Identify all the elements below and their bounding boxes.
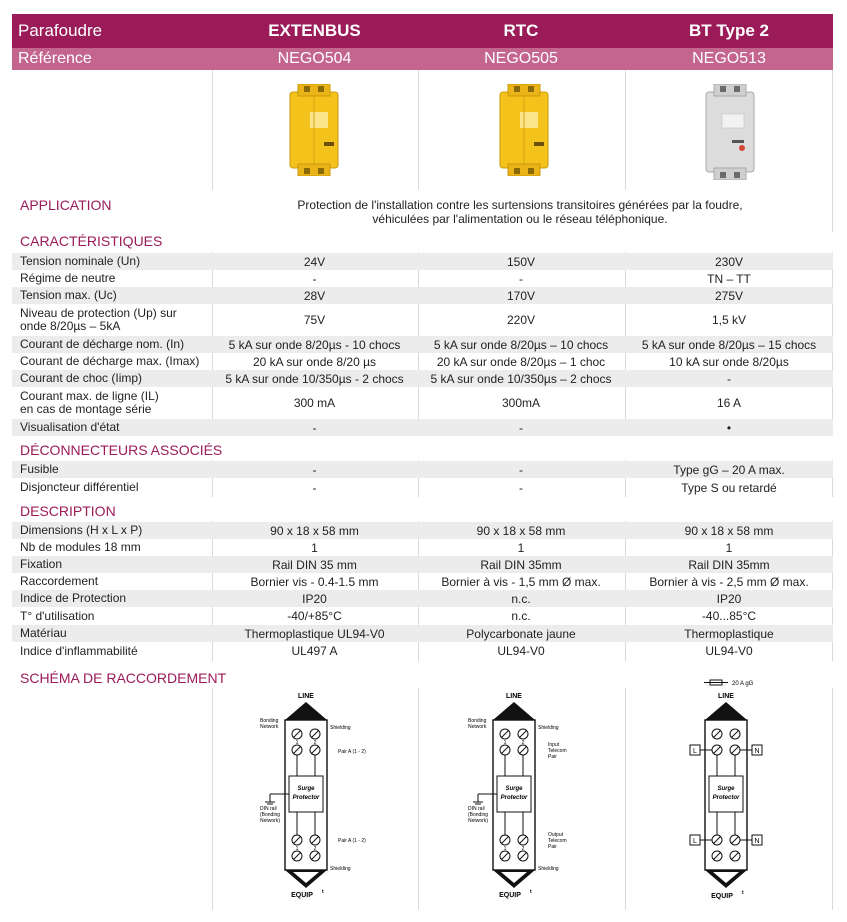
- fuse-label: 20 A gG: [732, 681, 754, 687]
- application-text: [220, 198, 820, 226]
- application-text-line2: véhiculées par l'alimentation ou le réseau téléphonique.: [372, 212, 668, 226]
- section-title-deconnecteurs: DÉCONNECTEURS ASSOCIÉS: [20, 442, 223, 458]
- diagram-equip-label: EQUIP: [499, 892, 521, 899]
- row-value: 5 kA sur onde 8/20µs - 10 chocs: [228, 337, 401, 352]
- row-value: Bornier vis - 0.4-1.5 mm: [250, 574, 379, 589]
- table-row: [12, 461, 833, 478]
- row-label-line1: Courant max. de ligne (IL): [20, 389, 159, 403]
- row-label: Courant de choc (Iimp): [20, 371, 143, 385]
- diagram-line-label: LINE: [298, 693, 314, 700]
- row-label: Fusible: [20, 462, 59, 476]
- row-value: Bornier à vis - 2,5 mm Ø max.: [649, 574, 809, 589]
- row-value: -: [312, 271, 317, 286]
- table-row: [12, 387, 833, 419]
- header-bar-references: [12, 48, 833, 70]
- table-row: [12, 522, 833, 539]
- terminal-number: 2: [521, 846, 525, 852]
- row-value: 230V: [714, 254, 744, 269]
- din-label: (Bonding: [260, 812, 281, 818]
- din-label: Network): [260, 818, 281, 824]
- row-value: 90 x 18 x 58 mm: [270, 523, 359, 538]
- row-label: Visualisation d'état: [20, 420, 120, 434]
- row-label: Tension max. (Uc): [20, 288, 117, 302]
- row-value: -40...85°C: [701, 609, 757, 623]
- column-divider: [625, 688, 626, 910]
- surge-label: Surge: [717, 786, 735, 792]
- terminal-number: 2: [313, 740, 317, 746]
- section-title-application: APPLICATION: [20, 197, 112, 213]
- row-label: Courant de décharge nom. (In): [20, 337, 185, 351]
- row-value: 90 x 18 x 58 mm: [684, 523, 774, 538]
- row-label-line2: onde 8/20µs – 5kA: [20, 319, 121, 333]
- row-value: 300 mA: [293, 396, 336, 410]
- section-title-schema: SCHÉMA DE RACCORDEMENT: [20, 670, 227, 686]
- terminal-number: 2: [521, 740, 525, 746]
- product-name-2: RTC: [503, 21, 539, 40]
- row-label: Raccordement: [20, 574, 99, 588]
- input-label: Telecom: [548, 748, 567, 754]
- header-bar-products: [12, 14, 833, 48]
- bonding-label: Bonding: [260, 718, 279, 724]
- row-value: 1,5 kV: [711, 313, 747, 327]
- wiring-diagram-rtc: [458, 690, 588, 902]
- shielding-label: Shielding: [330, 866, 351, 872]
- row-label: Indice d'inflammabilité: [20, 643, 138, 658]
- row-value: TN – TT: [707, 271, 751, 286]
- table-row: [12, 270, 833, 287]
- reference-label: Référence: [18, 50, 92, 67]
- row-value: Thermoplastique UL94-V0: [244, 626, 385, 641]
- row-label-line1: Niveau de protection (Up) sur: [20, 306, 177, 320]
- row-value: 5 kA sur onde 10/350µs - 2 chocs: [225, 371, 404, 386]
- input-label: Input: [548, 742, 560, 748]
- table-row: [12, 287, 833, 304]
- terminal-n-label: N: [754, 838, 760, 845]
- row-value: 220V: [506, 313, 536, 327]
- row-label: Nb de modules 18 mm: [20, 540, 141, 554]
- diagram-equip-superscript: t: [530, 889, 532, 895]
- table-row: [12, 370, 833, 387]
- diagram-line-label: LINE: [718, 693, 734, 700]
- output-label: Telecom: [548, 838, 567, 844]
- row-value: Polycarbonate jaune: [466, 626, 576, 641]
- surge-label: Surge: [297, 786, 315, 792]
- row-label: Fixation: [20, 557, 63, 571]
- row-value: 90 x 18 x 58 mm: [476, 523, 566, 538]
- row-value: -: [312, 480, 317, 495]
- bonding-label: Bonding: [468, 718, 487, 724]
- row-label: [20, 304, 177, 336]
- row-value: 20 kA sur onde 8/20µs – 1 choc: [436, 354, 606, 369]
- table-row: [12, 336, 833, 353]
- line-arrow-icon: [705, 702, 747, 720]
- row-value: -: [519, 271, 523, 286]
- terminal-n-label: N: [754, 748, 760, 755]
- reference-3: NEGO513: [692, 50, 766, 67]
- column-divider: [212, 70, 213, 190]
- row-label: Dimensions (H x L x P): [20, 523, 143, 537]
- terminal-number: 1: [295, 740, 299, 746]
- row-value: 300mA: [501, 396, 541, 410]
- row-value: 275V: [714, 288, 744, 303]
- row-value: 5 kA sur onde 10/350µs – 2 chocs: [430, 371, 612, 386]
- row-label: Courant de décharge max. (Imax): [20, 354, 200, 368]
- terminal-l-label: L: [693, 838, 697, 845]
- row-value: Rail DIN 35 mm: [272, 557, 357, 572]
- row-value: -: [519, 480, 523, 495]
- row-value: -: [519, 420, 523, 435]
- product-image-rtc: [494, 84, 554, 176]
- row-value: UL94-V0: [705, 644, 753, 658]
- row-label: Régime de neutre: [20, 271, 116, 285]
- row-value: Thermoplastique: [684, 626, 774, 641]
- row-value: 20 kA sur onde 8/20 µs: [253, 354, 376, 369]
- row-value: UL94-V0: [497, 644, 545, 658]
- table-row: [12, 253, 833, 270]
- surge-label: Protector: [712, 795, 740, 801]
- surge-label: Surge: [505, 786, 523, 792]
- row-value: IP20: [716, 591, 742, 606]
- row-value: -: [312, 420, 317, 435]
- row-value: •: [726, 420, 732, 435]
- output-label: Output: [548, 832, 564, 838]
- row-label: Disjoncteur différentiel: [20, 480, 139, 494]
- input-label: Pair: [548, 754, 557, 760]
- row-value: 28V: [303, 288, 326, 303]
- row-value: 150V: [506, 254, 536, 269]
- row-label: Indice de Protection: [20, 591, 127, 605]
- shielding-label: Shielding: [538, 725, 559, 731]
- din-label: Network): [468, 818, 489, 824]
- row-value: 1: [311, 540, 318, 555]
- product-image-bt-type2: [702, 84, 758, 180]
- shielding-label: Shielding: [330, 725, 351, 731]
- product-name-1: EXTENBUS: [268, 21, 361, 40]
- row-value: Bornier à vis - 1,5 mm Ø max.: [441, 574, 601, 589]
- header-label: Parafoudre: [18, 21, 103, 40]
- row-value: n.c.: [511, 609, 531, 623]
- terminal-number: 1: [503, 740, 507, 746]
- row-value: Type gG – 20 A max.: [673, 462, 785, 477]
- row-value: 10 kA sur onde 8/20µs: [669, 354, 789, 369]
- diagram-equip-label: EQUIP: [291, 892, 313, 899]
- shielding-label: Shielding: [538, 866, 559, 872]
- row-value: 5 kA sur onde 8/20µs – 15 chocs: [641, 337, 817, 352]
- column-divider: [832, 688, 833, 910]
- terminal-l-label: L: [693, 748, 697, 755]
- row-label-line2: en cas de montage série: [20, 402, 152, 416]
- application-text-line1: Protection de l'installation contre les surtensions transitoires générées par la foudre,: [297, 198, 743, 212]
- row-value: Rail DIN 35mm: [688, 557, 770, 572]
- column-divider: [212, 688, 213, 910]
- surge-label: Protector: [500, 795, 528, 801]
- surge-label: Protector: [292, 795, 320, 801]
- column-divider: [418, 70, 419, 190]
- row-value: IP20: [302, 591, 327, 606]
- row-label: Matériau: [20, 626, 67, 640]
- table-row: [12, 556, 833, 573]
- row-value: Rail DIN 35mm: [480, 557, 562, 572]
- bonding-label: Network: [468, 724, 487, 730]
- section-title-caracteristiques: CARACTÉRISTIQUES: [20, 233, 163, 249]
- row-value: n.c.: [511, 591, 531, 606]
- column-divider: [832, 70, 833, 232]
- table-row: [12, 353, 833, 370]
- row-value: 16 A: [716, 396, 742, 410]
- row-value: 1: [517, 540, 525, 555]
- terminal-number: 1: [295, 846, 299, 852]
- row-value: UL497 A: [291, 644, 338, 658]
- section-title-description: DESCRIPTION: [20, 503, 116, 519]
- diagram-equip-superscript: t: [322, 889, 324, 895]
- row-value: 170V: [506, 288, 536, 303]
- table-row: [12, 642, 833, 660]
- table-row: [12, 573, 833, 590]
- column-divider: [418, 688, 419, 910]
- row-value: -: [727, 371, 731, 386]
- table-row: [12, 419, 833, 436]
- product-image-extenbus: [284, 84, 344, 176]
- diagram-equip-label: EQUIP: [711, 893, 733, 900]
- row-value: -: [519, 462, 523, 477]
- pair-label: Pair A (1 - 2): [338, 749, 366, 755]
- reference-1: NEGO504: [277, 50, 352, 67]
- table-row: [12, 607, 833, 625]
- row-label: [20, 387, 159, 419]
- table-row: [12, 539, 833, 556]
- output-label: Pair: [548, 844, 557, 850]
- reference-2: NEGO505: [484, 50, 558, 67]
- wiring-diagram-extenbus: [250, 690, 380, 902]
- row-value: 75V: [303, 313, 326, 327]
- row-value: 5 kA sur onde 8/20µs – 10 chocs: [433, 337, 609, 352]
- row-value: 1: [725, 540, 733, 555]
- column-divider: [625, 70, 626, 190]
- row-value: -: [312, 462, 317, 477]
- table-row: [12, 625, 833, 642]
- line-arrow-icon: [285, 702, 327, 720]
- row-label: T° d'utilisation: [20, 608, 95, 623]
- table-row: [12, 304, 833, 336]
- product-name-3: BT Type 2: [689, 21, 769, 40]
- diagram-equip-superscript: t: [742, 890, 744, 896]
- row-value: 24V: [303, 254, 326, 269]
- row-value: Type S ou retardé: [681, 480, 777, 495]
- line-arrow-icon: [493, 702, 535, 720]
- din-label: (Bonding: [468, 812, 489, 818]
- bonding-label: Network: [260, 724, 279, 730]
- table-row: [12, 478, 833, 497]
- terminal-number: 2: [313, 846, 317, 852]
- row-label: Tension nominale (Un): [20, 254, 141, 268]
- diagram-line-label: LINE: [506, 693, 522, 700]
- wiring-diagram-bt-type2: [670, 676, 800, 902]
- terminal-number: 1: [503, 846, 507, 852]
- din-label: DIN rail: [468, 806, 485, 812]
- pair-label: Pair A (1 - 2): [338, 838, 366, 844]
- table-row: [12, 590, 833, 607]
- row-value: -40/+85°C: [287, 609, 342, 623]
- din-label: DIN rail: [260, 806, 277, 812]
